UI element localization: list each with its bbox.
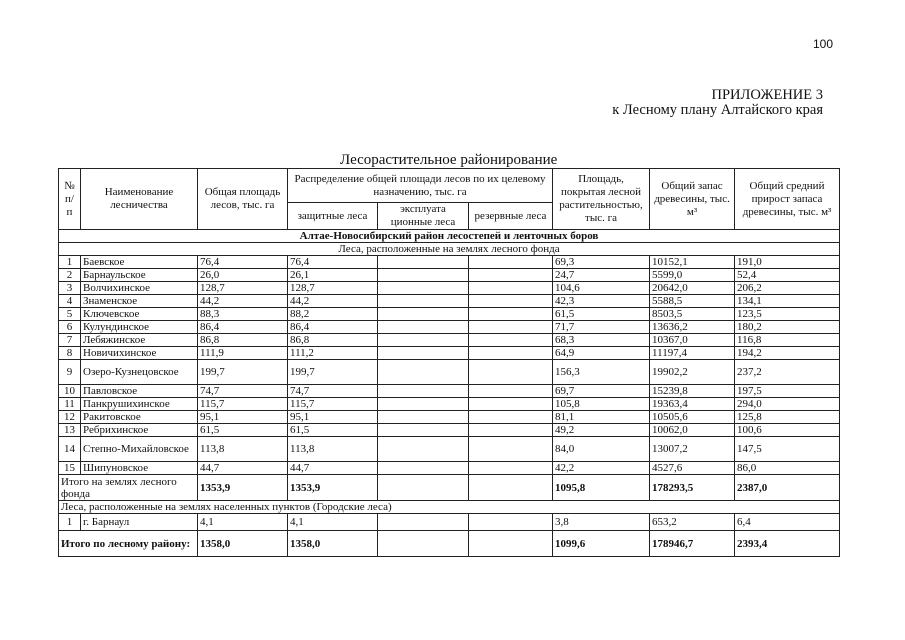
cell-forested: 49,2: [553, 424, 650, 437]
cell-stock: 10367,0: [650, 334, 735, 347]
cell-name: Знаменское: [81, 295, 198, 308]
table-row: [59, 295, 840, 308]
cell-num: 8: [59, 347, 81, 360]
header-forested: Площадь, покрытая лесной растительностью, тыс. га: [553, 169, 650, 230]
cell-reserve: [469, 347, 553, 360]
subtotal-stock: 178293,5: [650, 475, 735, 501]
cell-num: 15: [59, 462, 81, 475]
cell-name: Шипуновское: [81, 462, 198, 475]
cell-protective: 95,1: [288, 411, 378, 424]
cell-area: 199,7: [198, 360, 288, 385]
cell-forested: 42,2: [553, 462, 650, 475]
table-row: [59, 256, 840, 269]
cell-stock: 5599,0: [650, 269, 735, 282]
cell-area: 128,7: [198, 282, 288, 295]
header-exploit: эксплуата ционные леса: [378, 203, 469, 230]
cell-name: Павловское: [81, 385, 198, 398]
table-row: [59, 411, 840, 424]
cell-area: 76,4: [198, 256, 288, 269]
cell-name: Ребрихинское: [81, 424, 198, 437]
cell-stock: 20642,0: [650, 282, 735, 295]
cell-protective: 115,7: [288, 398, 378, 411]
cell-num: 6: [59, 321, 81, 334]
cell-num: 10: [59, 385, 81, 398]
table-row: [59, 334, 840, 347]
cell-name: Баевское: [81, 256, 198, 269]
city-row-forested: 3,8: [553, 514, 650, 531]
header-distribution: Распределение общей площади лесов по их целевому назначению, тыс. га: [288, 169, 553, 203]
table-row: [59, 269, 840, 282]
subtotal-increment: 2387,0: [735, 475, 840, 501]
page-number: 100: [813, 37, 834, 51]
cell-forested: 81,1: [553, 411, 650, 424]
cell-increment: 206,2: [735, 282, 840, 295]
cell-name: Лебяжинское: [81, 334, 198, 347]
appendix-header: [612, 88, 823, 118]
cell-forested: 71,7: [553, 321, 650, 334]
cell-protective: 76,4: [288, 256, 378, 269]
cell-exploit: [378, 256, 469, 269]
cell-exploit: [378, 321, 469, 334]
cell-forested: 61,5: [553, 308, 650, 321]
cell-exploit: [378, 437, 469, 462]
cell-area: 74,7: [198, 385, 288, 398]
cell-reserve: [469, 385, 553, 398]
cell-protective: 199,7: [288, 360, 378, 385]
cell-exploit: [378, 360, 469, 385]
cell-exploit: [378, 411, 469, 424]
cell-area: 115,7: [198, 398, 288, 411]
cell-forested: 42,3: [553, 295, 650, 308]
table-row: [59, 321, 840, 334]
cell-exploit: [378, 398, 469, 411]
cell-protective: 128,7: [288, 282, 378, 295]
cell-protective: 88,2: [288, 308, 378, 321]
cell-area: 44,2: [198, 295, 288, 308]
cell-stock: 5588,5: [650, 295, 735, 308]
header-reserve: резервные леса: [469, 203, 553, 230]
cell-name: Озеро-Кузнецовское: [81, 360, 198, 385]
cell-name: Панкрушихинское: [81, 398, 198, 411]
cell-protective: 111,2: [288, 347, 378, 360]
cell-increment: 86,0: [735, 462, 840, 475]
cell-stock: 10062,0: [650, 424, 735, 437]
header-name: Наименование лесничества: [81, 169, 198, 230]
cell-exploit: [378, 462, 469, 475]
cell-stock: 11197,4: [650, 347, 735, 360]
cell-exploit: [378, 385, 469, 398]
cell-area: 86,8: [198, 334, 288, 347]
cell-forested: 69,3: [553, 256, 650, 269]
cell-stock: 10505,6: [650, 411, 735, 424]
table-title: Лесорастительное районирование: [340, 152, 558, 168]
cell-increment: 294,0: [735, 398, 840, 411]
table-row: [59, 360, 840, 385]
cell-protective: 113,8: [288, 437, 378, 462]
total-label: Итого по лесному району:: [59, 531, 198, 557]
cell-num: 14: [59, 437, 81, 462]
header-num: № п/ п: [59, 169, 81, 230]
cell-forested: 24,7: [553, 269, 650, 282]
cell-exploit: [378, 269, 469, 282]
cell-area: 111,9: [198, 347, 288, 360]
cell-stock: 13007,2: [650, 437, 735, 462]
cell-reserve: [469, 308, 553, 321]
forestry-rows: [59, 256, 840, 475]
cell-protective: 74,7: [288, 385, 378, 398]
cell-name: Кулундинское: [81, 321, 198, 334]
table-row: [59, 347, 840, 360]
cell-num: 7: [59, 334, 81, 347]
cell-increment: 237,2: [735, 360, 840, 385]
cell-area: 26,0: [198, 269, 288, 282]
forest-zoning-table: [58, 168, 840, 557]
cell-forested: 156,3: [553, 360, 650, 385]
cell-stock: 4527,6: [650, 462, 735, 475]
cell-reserve: [469, 256, 553, 269]
cell-num: 4: [59, 295, 81, 308]
city-row-stock: 653,2: [650, 514, 735, 531]
cell-increment: 100,6: [735, 424, 840, 437]
table-row: [59, 308, 840, 321]
total-protective: 1358,0: [288, 531, 378, 557]
cell-area: 95,1: [198, 411, 288, 424]
cell-exploit: [378, 424, 469, 437]
cell-increment: 191,0: [735, 256, 840, 269]
cell-reserve: [469, 334, 553, 347]
cell-reserve: [469, 398, 553, 411]
table-row: [59, 282, 840, 295]
cell-exploit: [378, 334, 469, 347]
total-forested: 1099,6: [553, 531, 650, 557]
cell-num: 2: [59, 269, 81, 282]
cell-area: 86,4: [198, 321, 288, 334]
cell-reserve: [469, 424, 553, 437]
cell-reserve: [469, 269, 553, 282]
city-row-num: 1: [59, 514, 81, 531]
cell-forested: 64,9: [553, 347, 650, 360]
cell-num: 13: [59, 424, 81, 437]
table-row: [59, 424, 840, 437]
cell-reserve: [469, 437, 553, 462]
cell-name: Ракитовское: [81, 411, 198, 424]
cell-stock: 10152,1: [650, 256, 735, 269]
cell-reserve: [469, 321, 553, 334]
cell-name: Барнаульское: [81, 269, 198, 282]
subtotal-exploit: [378, 475, 469, 501]
cell-stock: 19902,2: [650, 360, 735, 385]
cell-area: 61,5: [198, 424, 288, 437]
cell-num: 12: [59, 411, 81, 424]
total-increment: 2393,4: [735, 531, 840, 557]
cell-stock: 19363,4: [650, 398, 735, 411]
cell-num: 1: [59, 256, 81, 269]
cell-exploit: [378, 308, 469, 321]
cell-increment: 116,8: [735, 334, 840, 347]
cell-exploit: [378, 282, 469, 295]
cell-protective: 44,7: [288, 462, 378, 475]
cell-name: Волчихинское: [81, 282, 198, 295]
appendix-subtitle: к Лесному плану Алтайского края: [612, 102, 823, 118]
cell-increment: 180,2: [735, 321, 840, 334]
cell-exploit: [378, 295, 469, 308]
cell-stock: 13636,2: [650, 321, 735, 334]
cell-area: 113,8: [198, 437, 288, 462]
header-protective: защитные леса: [288, 203, 378, 230]
total-reserve: [469, 531, 553, 557]
header-area: Общая площадь лесов, тыс. га: [198, 169, 288, 230]
cell-name: Новичихинское: [81, 347, 198, 360]
cell-forested: 69,7: [553, 385, 650, 398]
city-row-exploit: [378, 514, 469, 531]
cell-increment: 197,5: [735, 385, 840, 398]
cell-name: Ключевское: [81, 308, 198, 321]
cell-reserve: [469, 282, 553, 295]
subtotal-area: 1353,9: [198, 475, 288, 501]
city-row-reserve: [469, 514, 553, 531]
subtotal-reserve: [469, 475, 553, 501]
cell-reserve: [469, 462, 553, 475]
subtotal-forested: 1095,8: [553, 475, 650, 501]
city-row-increment: 6,4: [735, 514, 840, 531]
cell-protective: 61,5: [288, 424, 378, 437]
section1-title: Леса, расположенные на землях лесного фонда: [59, 243, 840, 256]
table-row: [59, 462, 840, 475]
cell-reserve: [469, 295, 553, 308]
cell-protective: 86,8: [288, 334, 378, 347]
cell-num: 5: [59, 308, 81, 321]
cell-increment: 147,5: [735, 437, 840, 462]
cell-reserve: [469, 411, 553, 424]
table-row: [59, 385, 840, 398]
cell-num: 3: [59, 282, 81, 295]
table-row: [59, 398, 840, 411]
cell-protective: 86,4: [288, 321, 378, 334]
cell-num: 11: [59, 398, 81, 411]
cell-exploit: [378, 347, 469, 360]
total-exploit: [378, 531, 469, 557]
cell-reserve: [469, 360, 553, 385]
cell-increment: 52,4: [735, 269, 840, 282]
appendix-title: ПРИЛОЖЕНИЕ 3: [711, 87, 823, 103]
table-row: [59, 437, 840, 462]
cell-increment: 194,2: [735, 347, 840, 360]
cell-area: 44,7: [198, 462, 288, 475]
subtotal-label: Итого на землях лесного фонда: [59, 475, 198, 501]
total-area: 1358,0: [198, 531, 288, 557]
city-row-protective: 4,1: [288, 514, 378, 531]
cell-forested: 105,8: [553, 398, 650, 411]
cell-num: 9: [59, 360, 81, 385]
cell-protective: 26,1: [288, 269, 378, 282]
cell-increment: 134,1: [735, 295, 840, 308]
cell-forested: 84,0: [553, 437, 650, 462]
section2-title: Леса, расположенные на землях населенных пунктов (Городские леса): [59, 501, 840, 514]
city-row-name: г. Барнаул: [81, 514, 198, 531]
cell-name: Степно-Михайловское: [81, 437, 198, 462]
cell-forested: 68,3: [553, 334, 650, 347]
cell-protective: 44,2: [288, 295, 378, 308]
cell-stock: 8503,5: [650, 308, 735, 321]
cell-increment: 123,5: [735, 308, 840, 321]
city-row-area: 4,1: [198, 514, 288, 531]
cell-stock: 15239,8: [650, 385, 735, 398]
header-increment: Общий средний прирост запаса древесины, тыс. м³: [735, 169, 840, 230]
region-title: Алтае-Новосибирский район лесостепей и ленточных боров: [59, 230, 840, 243]
total-stock: 178946,7: [650, 531, 735, 557]
cell-area: 88,3: [198, 308, 288, 321]
cell-forested: 104,6: [553, 282, 650, 295]
header-stock: Общий запас древесины, тыс. м³: [650, 169, 735, 230]
subtotal-protective: 1353,9: [288, 475, 378, 501]
cell-increment: 125,8: [735, 411, 840, 424]
